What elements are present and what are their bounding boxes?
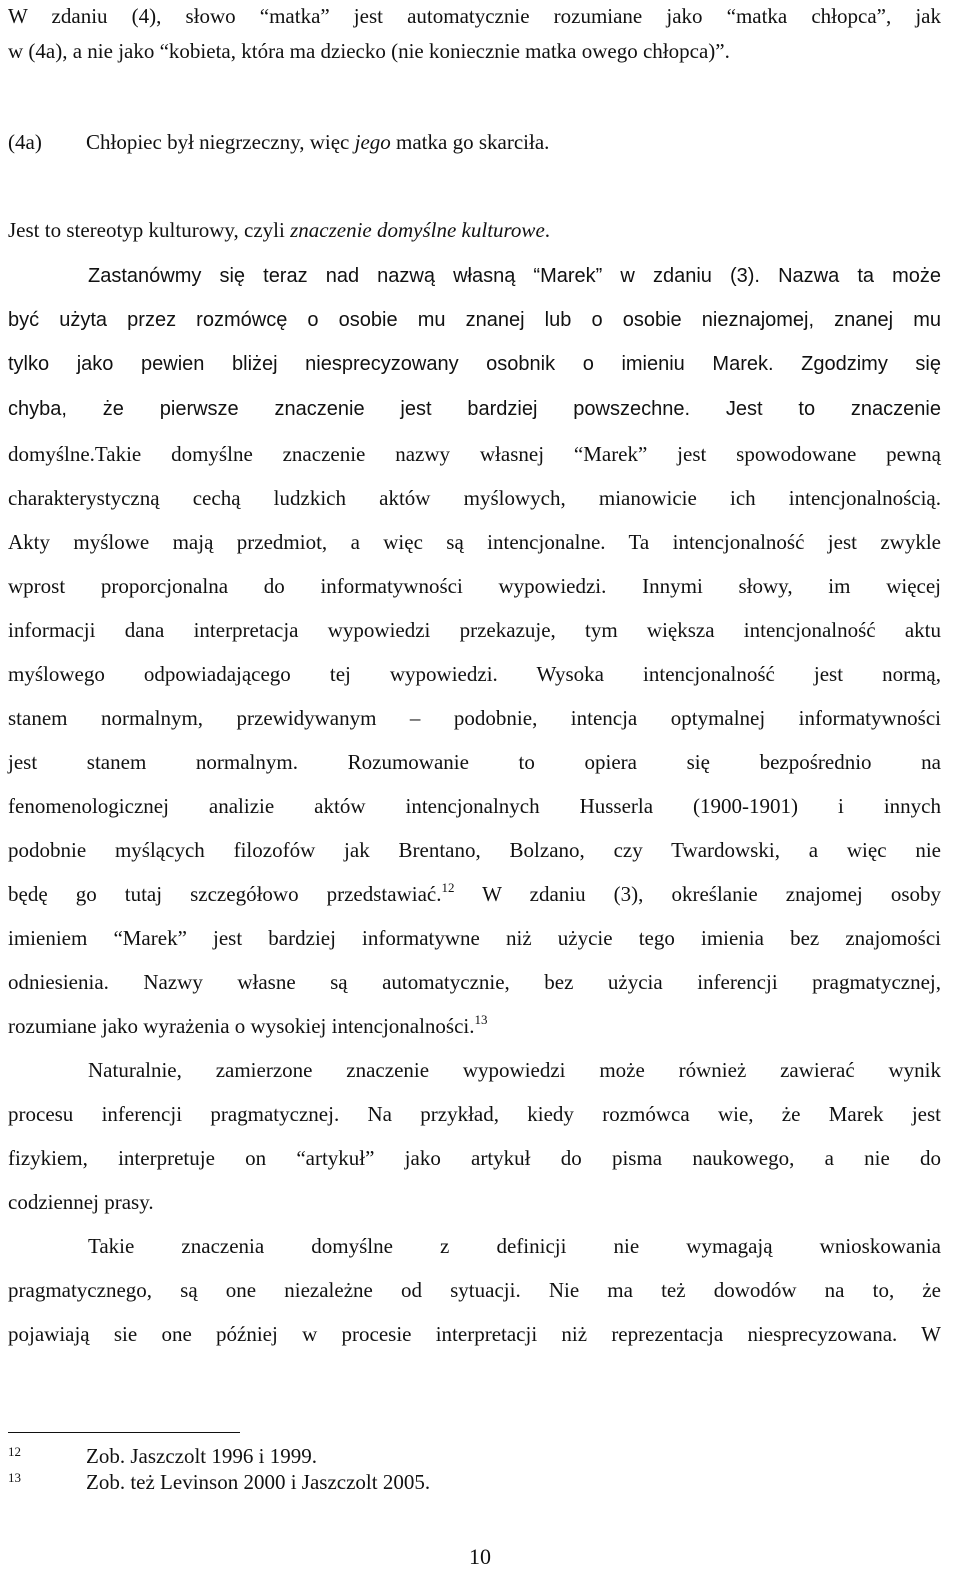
text-line: myślowego odpowiadającego tej wypowiedzi. Wysoka intencjonalność jest normą,: [8, 662, 941, 686]
text-line: stanem normalnym, przewidywanym – podobnie, intencja optymalnej informatywności: [8, 706, 941, 730]
text-line: W zdaniu (4), słowo “matka” jest automatycznie rozumiane jako “matka chłopca”, jak: [8, 4, 941, 28]
text-line: codziennej prasy.: [8, 1190, 154, 1214]
text-line: pojawiają sie one później w procesie interpretacji niż reprezentacja niesprecyzowana. W: [8, 1322, 941, 1346]
text-line: fenomenologicznej analizie aktów intencjonalnych Husserla (1900-1901) i innych: [8, 794, 941, 818]
footnote-text: Zob. Jaszczolt 1996 i 1999.: [86, 1444, 317, 1468]
text-line: charakterystyczną cechą ludzkich aktów myślowych, mianowicie ich intencjonalnością.: [8, 486, 941, 510]
text-line: domyślne.Takie domyślne znaczenie nazwy własnej “Marek” jest spowodowane pewną: [8, 442, 941, 466]
page-number: 10: [469, 1544, 491, 1569]
footnote-number: 13: [8, 1470, 21, 1485]
footnote-ref[interactable]: 12: [441, 880, 455, 895]
text-line: procesu inferencji pragmatycznej. Na przykład, kiedy rozmówca wie, że Marek jest: [8, 1102, 941, 1126]
footnote-number: 12: [8, 1444, 21, 1459]
footnote-separator: [8, 1432, 240, 1433]
example-sentence: Chłopiec był niegrzeczny, więc jego matka go skarciła.: [86, 130, 550, 154]
text-line: Akty myślowe mają przedmiot, a więc są intencjonalne. Ta intencjonalność jest zwykle: [8, 530, 941, 554]
text-line: chyba, że pierwsze znaczenie jest bardziej powszechne. Jest to znaczenie: [8, 398, 941, 420]
text-line: jest stanem normalnym. Rozumowanie to opiera się bezpośrednio na: [8, 750, 941, 774]
text-line: Takie znaczenia domyślne z definicji nie wymagają wnioskowania: [88, 1234, 941, 1258]
text-line: Naturalnie, zamierzone znaczenie wypowiedzi może również zawierać wynik: [88, 1058, 941, 1082]
footnote-text: Zob. też Levinson 2000 i Jaszczolt 2005.: [86, 1470, 431, 1494]
text-line: w (4a), a nie jako “kobieta, która ma dziecko (nie koniecznie matka owego chłopca)”.: [8, 39, 730, 63]
text-line: Jest to stereotyp kulturowy, czyli znaczenie domyślne kulturowe.: [8, 218, 551, 242]
text-line: pragmatycznego, są one niezależne od sytuacji. Nie ma też dowodów na to, że: [8, 1278, 941, 1302]
example-label: (4a): [8, 130, 42, 154]
text-line: tylko jako pewien bliżej niesprecyzowany osobnik o imieniu Marek. Zgodzimy się: [8, 353, 941, 375]
text-line: imieniem “Marek” jest bardziej informatywne niż użycie tego imienia bez znajomości: [8, 926, 941, 950]
text-line: być użyta przez rozmówcę o osobie mu znanej lub o osobie nieznajomej, znanej mu: [8, 309, 941, 331]
text-line: fizykiem, interpretuje on “artykuł” jako artykuł do pisma naukowego, a nie do: [8, 1146, 941, 1170]
text-line: informacji dana interpretacja wypowiedzi przekazuje, tym większa intencjonalność aktu: [8, 618, 941, 642]
footnote-ref[interactable]: 13: [474, 1012, 488, 1027]
text-line: podobnie myślących filozofów jak Brentano, Bolzano, czy Twardowski, a więc nie: [8, 838, 941, 862]
text-line: wprost proporcjonalna do informatywności wypowiedzi. Innymi słowy, im więcej: [8, 574, 941, 598]
text-line: będę go tutaj szczegółowo przedstawiać.$^{12}$ W zdaniu (3), określanie znajomej osoby: [8, 880, 941, 906]
text-line: rozumiane jako wyrażenia o wysokiej intencjonalności.$^{13}$: [8, 1012, 488, 1038]
text-line: odniesienia. Nazwy własne są automatycznie, bez użycia inferencji pragmatycznej,: [8, 970, 941, 994]
text-line: Zastanówmy się teraz nad nazwą własną “Marek” w zdaniu (3). Nazwa ta może: [88, 265, 941, 287]
